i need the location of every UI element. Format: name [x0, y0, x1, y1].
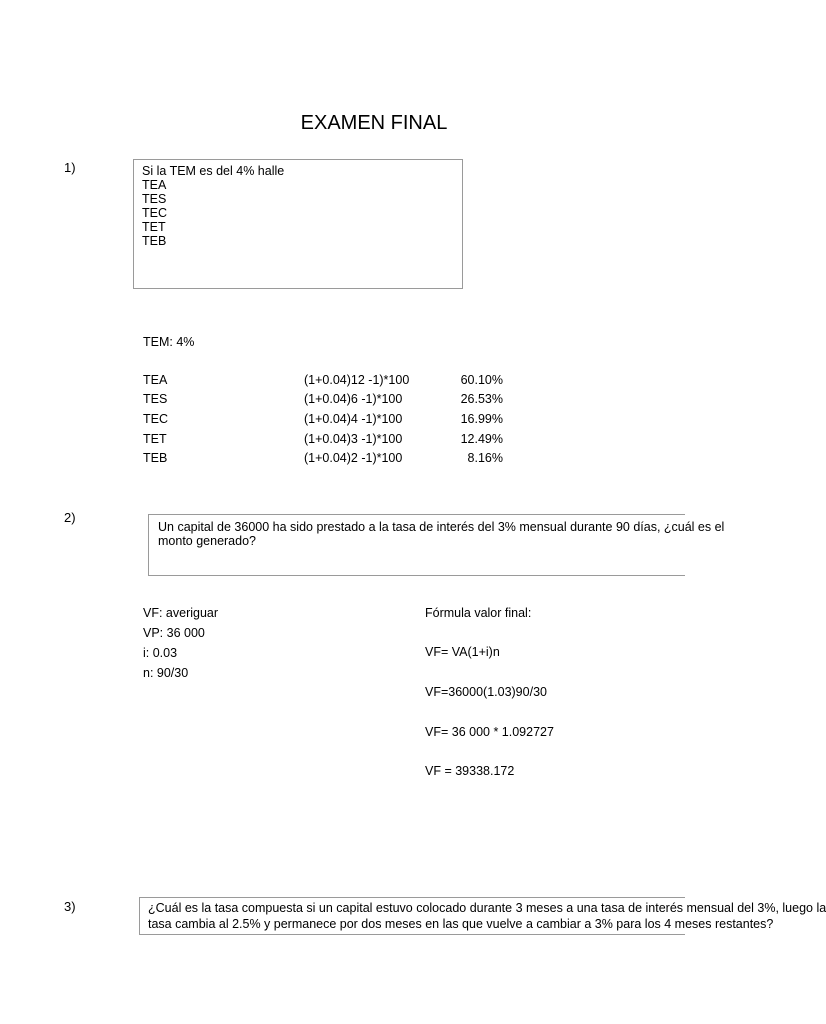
- rate-label: TET: [143, 432, 167, 446]
- table-row: [0, 451, 768, 469]
- q2-solution-step: VF= VA(1+i)n: [425, 645, 500, 659]
- rate-formula: (1+0.04)4 -1)*100: [304, 412, 403, 426]
- q1-prompt-line: TET: [142, 220, 166, 234]
- rate-result: 16.99%: [460, 412, 503, 426]
- q2-prompt-line: monto generado?: [158, 534, 256, 548]
- rate-result: 8.16%: [467, 451, 503, 465]
- q2-given-item: VP: 36 000: [143, 626, 205, 640]
- q2-solution-step: VF=36000(1.03)90/30: [425, 685, 547, 699]
- question-1-number: 1): [64, 160, 76, 175]
- question-3-number: 3): [64, 899, 76, 914]
- rate-label: TEC: [143, 412, 168, 426]
- table-row: [0, 392, 768, 410]
- q3-prompt-line: tasa cambia al 2.5% y permanece por dos meses en las que vuelve a cambiar a 3% para los 4 meses restantes?: [148, 917, 774, 931]
- rate-result: 60.10%: [460, 373, 503, 387]
- rate-result: 12.49%: [460, 432, 503, 446]
- rate-label: TEA: [143, 373, 168, 387]
- table-row: [0, 373, 768, 391]
- rate-label: TEB: [143, 451, 168, 465]
- rate-result: 26.53%: [460, 392, 503, 406]
- q1-given-tem: TEM: 4%: [143, 335, 195, 349]
- q1-prompt-line: TEB: [142, 234, 167, 248]
- rate-label: TES: [143, 392, 168, 406]
- table-row: [0, 412, 768, 430]
- q2-prompt-line: Un capital de 36000 ha sido prestado a la tasa de interés del 3% mensual durante 90 días, ¿cuál es el: [158, 520, 725, 534]
- page-title: EXAMEN FINAL: [300, 112, 448, 134]
- q2-given-item: VF: averiguar: [143, 606, 219, 620]
- q1-prompt-line: TEA: [142, 178, 167, 192]
- rate-formula: (1+0.04)3 -1)*100: [304, 432, 403, 446]
- rate-formula: (1+0.04)12 -1)*100: [304, 373, 410, 387]
- question-1-prompt-box: [133, 159, 463, 289]
- q2-solution-step: VF= 36 000 * 1.092727: [425, 725, 554, 739]
- q2-given-item: n: 90/30: [143, 666, 189, 680]
- q2-solution-step: VF = 39338.172: [425, 764, 515, 778]
- q3-prompt-line: ¿Cuál es la tasa compuesta si un capital estuvo colocado durante 3 meses a una tasa de interés mensual del 3%, luego la: [148, 901, 826, 915]
- rate-formula: (1+0.04)6 -1)*100: [304, 392, 403, 406]
- rate-formula: (1+0.04)2 -1)*100: [304, 451, 403, 465]
- question-2-prompt-box: [148, 514, 725, 576]
- q1-prompt-line: Si la TEM es del 4% halle: [142, 164, 285, 178]
- q2-solution-step: Fórmula valor final:: [425, 606, 532, 620]
- table-row: [0, 432, 768, 450]
- question-3-prompt-box: [139, 897, 826, 935]
- q2-given-item: i: 0.03: [143, 646, 178, 660]
- question-2-number: 2): [64, 510, 76, 525]
- q1-prompt-line: TEC: [142, 206, 167, 220]
- q1-prompt-line: TES: [142, 192, 167, 206]
